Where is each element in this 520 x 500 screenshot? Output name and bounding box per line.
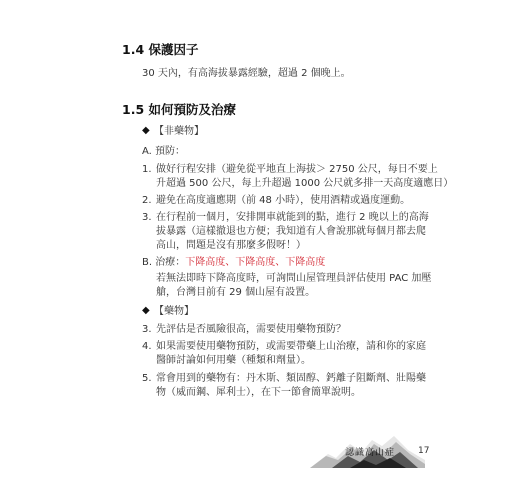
list-item-number: 1. [142,164,152,175]
treatment-emphasis: 下降高度、下降高度、下降高度 [185,257,326,268]
list-item-text: 升超過 500 公尺，每上升超過 1000 公尺就多排一天高度適應日） [156,178,454,189]
section-title-1-5: 1.5 如何預防及治療 [122,102,236,117]
list-item-text: 醫師討論如何用藥（種類和劑量）。 [156,355,311,366]
section-text-1-4: 30 天內，有高海拔暴露經驗，超過 2 個晚上。 [142,68,351,79]
treatment-text: 若無法即時下降高度時，可詢問山屋管理員評估使用 PAC 加壓 [156,273,432,284]
bullet-icon: ◆ [142,125,150,136]
list-item-text: 常會用到的藥物有：丹木斯、類固醇、鈣離子阻斷劑、壯陽藥 [156,373,426,384]
footer-brand: 認識高山症 [345,448,396,458]
treatment-text: 艙，台灣目前有 29 個山屋有設置。 [156,287,316,298]
treatment-line [142,256,325,270]
page-number: 17 [418,446,430,456]
list-item-text: 避免在高度適應期（前 48 小時），使用酒精或過度運動。 [156,195,411,206]
list-item-number: 2. [142,195,152,206]
list-item-number: 5. [142,373,152,384]
list-item-number: 3. [142,324,152,335]
list-item-text: 在行程前一個月，安排開車就能到的點，進行 2 晚以上的高海 [156,212,429,223]
prevention-label: A. 預防： [142,146,186,157]
drug-label: 【藥物】 [154,306,194,317]
nondrug-label: 【非藥物】 [154,126,204,137]
section-title-1-4: 1.4 保護因子 [122,42,199,57]
list-item-text: 高山，問題是沒有那麼多假呀！） [156,240,306,251]
bullet-icon: ◆ [142,305,150,316]
list-item-number: 3. [142,212,152,223]
list-item-text: 做好行程安排（避免從平地直上海拔＞ 2750 公尺，每日不要上 [156,164,438,175]
list-item-text: 物（威而鋼、犀利士），在下一節會簡單說明。 [156,387,361,398]
list-item-text: 拔暴露（這樣撤退也方便；我知道有人會說那就每個月都去爬 [156,226,426,237]
list-item-text: 先評估是否風險很高，需要使用藥物預防？ [156,324,346,335]
list-item-text: 如果需要使用藥物預防，或需要帶藥上山治療，請和你的家庭 [156,341,426,352]
list-item-number: 4. [142,341,152,352]
treatment-label: B. 治療： [142,257,186,268]
